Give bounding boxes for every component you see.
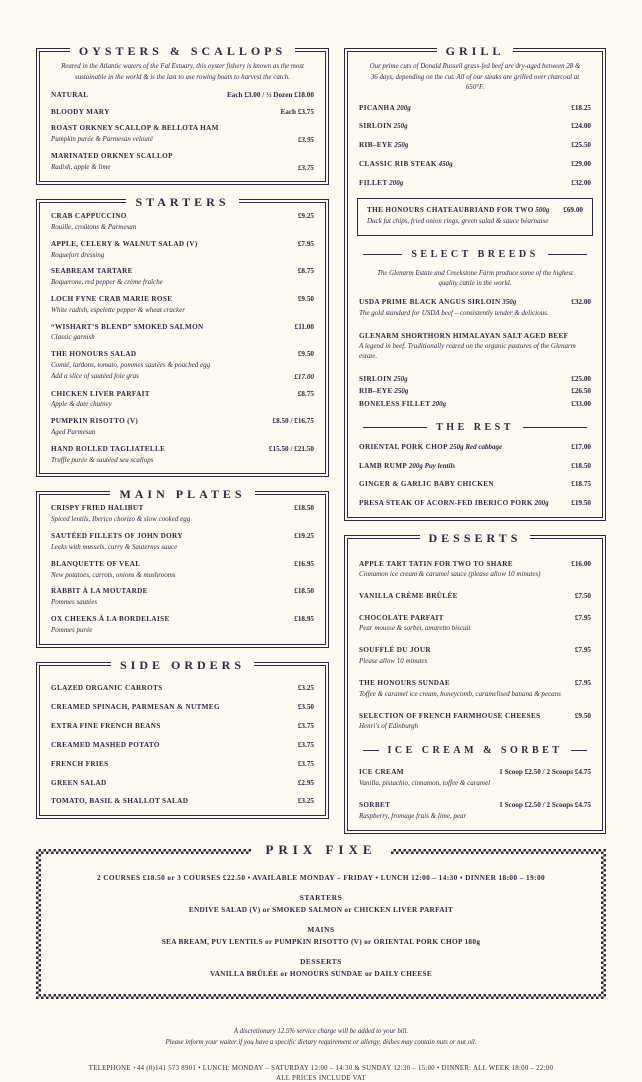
item-price: £15.50 / £21.50 [268, 444, 314, 453]
item-name: RABBIT À LA MOUTARDE [51, 587, 148, 596]
item-price: £7.95 [297, 239, 314, 248]
section-title-text: SIDE ORDERS [111, 658, 254, 672]
item-price: £25.50 [571, 141, 591, 150]
item-price: £7.95 [574, 613, 591, 622]
grill-body [345, 49, 605, 520]
item-name: BLANQUETTE OF VEAL [51, 559, 141, 568]
menu-item [51, 212, 314, 233]
item-name: “WISHART’S BLEND” SMOKED SALMON [51, 322, 204, 331]
menu-item [51, 350, 314, 382]
item-name: USDA PRIME BLACK ANGUS SIRLOIN 350g [359, 297, 517, 306]
item-name: SORBET [359, 800, 391, 809]
item-description: Please allow 10 minutes [359, 657, 428, 666]
item-weight: 200g [395, 103, 411, 112]
menu-item [51, 267, 314, 288]
menu-item [51, 760, 314, 769]
item-price: £9.50 [297, 294, 314, 303]
menu-item [51, 295, 314, 316]
item-price: £3.75 [297, 740, 314, 749]
section-title-grill [345, 42, 605, 60]
item-description: Pear mousse & sorbet, amaretto biscuit [359, 624, 471, 633]
item-description: Spiced lentils, Iberico chorizo & slow cooked egg [51, 515, 191, 524]
left-column [36, 40, 329, 819]
item-weight: 250g Red cabbage [447, 442, 503, 451]
item-name: APPLE, CELERY & WALNUT SALAD (V) [51, 239, 198, 248]
item-weight: 200g Puy lentils [407, 461, 456, 470]
item-price: £25.00 [571, 375, 591, 384]
subsection-title-ice-cream-sorbet [363, 745, 587, 756]
menu-item [51, 504, 314, 525]
the-rest-items [359, 443, 591, 509]
item-price: £3.50 [297, 703, 314, 712]
menu-item [359, 801, 591, 822]
item-name: LAMB RUMP 200g Puy lentils [359, 461, 456, 470]
item-price: £18.50 [294, 587, 314, 596]
side-orders-body [37, 663, 328, 818]
section-title-text: MAIN PLATES [110, 487, 254, 501]
menu-item [359, 332, 591, 362]
prix-fixe-title [36, 841, 606, 859]
course-options: SEA BREAM, PUY LENTILS or PUMPKIN RISOTTO (V) or ORIENTAL PORK CHOP 180g [161, 936, 481, 946]
item-name: RIB–EYE 250g [359, 141, 409, 150]
item-price: £19.25 [294, 532, 314, 541]
item-name: SOUFFLÉ DU JOUR [359, 646, 431, 655]
menu-footer [36, 1026, 606, 1082]
menu-item [51, 741, 314, 750]
course-label: DESSERTS [300, 956, 342, 966]
menu-item [359, 400, 591, 409]
section-title-main-plates [37, 485, 328, 503]
item-description: Apple & date chutney [51, 400, 112, 409]
item-price: £32.00 [571, 179, 591, 188]
menu-item [359, 179, 591, 188]
item-name: CREAMED MASHED POTATO [51, 740, 160, 749]
item-description: Cinnamon ice cream & caramel sauce (please allow 10 minutes) [359, 570, 541, 579]
menu-item [51, 390, 314, 411]
item-name: MARINATED ORKNEY SCALLOP [51, 152, 173, 161]
course-options: VANILLA BRÛLÉE or HONOURS SUNDAE or DAILY CHEESE [209, 968, 433, 978]
item-price: £29.00 [571, 160, 591, 169]
menu-item [51, 532, 314, 553]
item-name: SELECTION OF FRENCH FARMHOUSE CHEESES [359, 711, 541, 720]
item-name: SAUTÉED FILLETS OF JOHN DORY [51, 532, 183, 541]
item-price: £8.75 [297, 267, 314, 276]
item-name: GINGER & GARLIC BABY CHICKEN [359, 480, 494, 489]
grill-items [359, 104, 591, 236]
course-options: ENDIVE SALAD (V) or SMOKED SALMON or CHICKEN LIVER PARFAIT [188, 904, 454, 914]
item-description: Rouille, croûtons & Parmesan [51, 222, 137, 231]
item-description: Comté, lardons, tomato, pommes sautées & poached egg [51, 361, 211, 370]
ice-cream-items [359, 768, 591, 821]
menu-item [359, 122, 591, 131]
item-description: Truffle purée & sautéed sea scallops [51, 455, 154, 464]
item-price: £69.00 [563, 205, 583, 214]
menu-item [51, 124, 314, 145]
item-price: £17.00 [571, 442, 591, 451]
menu-item [357, 198, 593, 236]
item-name: NATURAL [51, 91, 89, 100]
menu-item [359, 443, 591, 452]
item-description: Leeks with mussels, curry & Sauternes sauce [51, 543, 178, 551]
item-weight: 250g [392, 141, 409, 150]
starters-items [51, 212, 314, 465]
section-oysters-scallops [36, 44, 329, 185]
menu-item [51, 417, 314, 438]
item-price: £3.75 [297, 721, 314, 730]
menu-item [359, 560, 591, 581]
item-description: A legend in beef. Traditionally reared on the organic pastures of the Glenarm estate. [359, 342, 576, 361]
menu-item [359, 104, 591, 113]
item-weight: 250g [391, 122, 408, 131]
item-name: SIRLOIN 250g [359, 375, 408, 384]
course-label: STARTERS [299, 892, 343, 902]
item-price: £2.95 [297, 778, 314, 787]
prix-fixe-summary: 2 COURSES £18.50 or 3 COURSES £22.50 • AVAILABLE MONDAY – FRIDAY • LUNCH 12:00 – 14:30 • DINNER 18:00 – 19:00 [96, 872, 546, 882]
menu-item [359, 462, 591, 471]
starters-body [37, 200, 328, 476]
item-description: Toffee & caramel ice cream, honeycomb, caramelised banana & pecans [359, 689, 561, 698]
item-price: £9.50 [574, 711, 591, 720]
menu-item [359, 375, 591, 384]
section-title-text: DESSERTS [420, 531, 531, 545]
item-price: £18.50 [294, 504, 314, 513]
item-weight: 350g [500, 297, 517, 306]
item-description: Pumpkin purée & Parmesan velouté £3.95 [51, 134, 314, 144]
item-name: LOCH FYNE CRAB MARIE ROSE [51, 294, 173, 303]
item-price: £17.00 [294, 373, 314, 382]
item-price: £33.00 [571, 399, 591, 408]
contact-and-hours: TELEPHONE +44 (0)141 573 8901 • LUNCH: MONDAY – SATURDAY 12:00 – 14:30 & SUNDAY 12:30 – 15:00 • DINNER: ALL WEEK 18:00 – 22:00 [88, 1064, 554, 1072]
subsection-title-text: SELECT BREEDS [411, 248, 539, 260]
menu-item [51, 615, 314, 636]
item-name: GLAZED ORGANIC CARROTS [51, 684, 163, 693]
item-description: New potatoes, carrots, onions & mushrooms [51, 570, 176, 579]
section-title-oysters [37, 42, 328, 60]
prix-fixe-content [41, 854, 601, 994]
item-name: EXTRA FINE FRENCH BEANS [51, 721, 161, 730]
section-title-desserts [345, 529, 605, 547]
item-price: £19.50 [571, 499, 591, 508]
menu-item [359, 768, 591, 789]
item-price: £18.25 [571, 103, 591, 112]
menu-item [51, 684, 314, 693]
menu-item [51, 722, 314, 731]
item-description: White radish, espelette pepper & wheat cracker [51, 305, 185, 314]
item-price: £9.25 [297, 212, 314, 220]
item-description: Pommes sautées [51, 598, 98, 607]
menu-item [359, 499, 591, 508]
section-title-starters [37, 193, 328, 211]
item-description: Henri's of Edinburgh [359, 722, 419, 731]
item-weight: 500g [533, 205, 550, 214]
section-prix-fixe [36, 841, 606, 999]
item-weight: 450g [436, 160, 453, 169]
item-price: £11.00 [294, 322, 314, 331]
item-name: SEABREAM TARTARE [51, 267, 133, 276]
menu-item [51, 323, 314, 344]
item-weight: 250g [392, 387, 409, 396]
menu-item [359, 387, 591, 396]
section-side-orders [36, 657, 329, 819]
item-description: The gold standard for USDA beef – consistently tender & delicious. [359, 308, 549, 317]
item-description: Boquerone, red pepper & crème fraîche [51, 278, 163, 287]
item-name: THE HONOURS SALAD [51, 350, 137, 359]
item-price: £3.75 [297, 759, 314, 768]
menu-item [51, 703, 314, 712]
menu-item [359, 592, 591, 601]
item-name: PRESA STEAK OF ACORN-FED IBERICO PORK 200g [359, 499, 549, 508]
item-name: THE HONOURS CHATEAUBRIAND FOR TWO 500g [367, 205, 550, 214]
prix-fixe-title-text: PRIX FIXE [251, 842, 390, 858]
item-name: ICE CREAM [359, 768, 404, 777]
prix-fixe-checkered-border [36, 849, 606, 999]
item-price: 1 Scoop £2.50 / 2 Scoops £4.75 [499, 800, 591, 809]
vat-note: ALL PRICES INCLUDE VAT [276, 1074, 366, 1082]
item-name: GLENARM SHORTHORN HIMALAYAN SALT AGED BEEF [359, 331, 569, 340]
section-title-text: OYSTERS & SCALLOPS [70, 44, 295, 58]
menu-item [51, 779, 314, 788]
item-price: £7.95 [574, 646, 591, 655]
item-price: £3.25 [297, 684, 314, 693]
section-grill [344, 44, 606, 521]
item-name: PICANHA 200g [359, 103, 411, 112]
subsection-title-text: THE REST [436, 422, 514, 434]
item-name: PUMPKIN RISOTTO (V) [51, 417, 139, 426]
subsection-title-the-rest [363, 422, 587, 433]
item-name: VANILLA CRÈME BRÛLÉE [359, 592, 458, 601]
item-price: £16.00 [571, 559, 591, 568]
item-price: £26.50 [571, 387, 591, 396]
item-name: ORIENTAL PORK CHOP 250g Red cabbage [359, 442, 503, 451]
select-breeds-items [359, 298, 591, 409]
item-price: £8.75 [297, 389, 314, 398]
item-name: CHICKEN LIVER PARFAIT [51, 389, 150, 398]
item-description: Duck fat chips, fried onion rings, green salad & sauce béarnaise [367, 216, 549, 225]
item-price: Each £3.75 [280, 107, 314, 116]
item-price: £7.50 [574, 592, 591, 601]
item-description: Pommes purée [51, 625, 93, 634]
menu-item [359, 646, 591, 667]
oysters-intro: Reared in the Atlantic waters of the Fal Estuary, this oyster fishery is known as the most sustainable in the world & is the last to use rowing boats to harvest the catch. [61, 63, 304, 81]
item-weight: 250g [391, 375, 408, 384]
menu-item [51, 560, 314, 581]
item-name: ROAST ORKNEY SCALLOP & BELLOTA HAM [51, 124, 219, 133]
item-name: CLASSIC RIB STEAK 450g [359, 160, 453, 169]
item-name: TOMATO, BASIL & SHALLOT SALAD [51, 797, 189, 806]
prix-fixe-course-starters [63, 893, 579, 914]
item-price: £7.95 [574, 678, 591, 687]
item-name: RIB–EYE 250g [359, 387, 409, 396]
main-plates-items [51, 504, 314, 635]
section-title-text: STARTERS [126, 195, 238, 209]
right-column [344, 40, 606, 834]
menu-item [359, 679, 591, 700]
item-price: £18.75 [571, 480, 591, 489]
menu-item [359, 480, 591, 489]
menu-item [51, 152, 314, 173]
item-name: HAND ROLLED TAGLIATELLE [51, 444, 166, 453]
item-name: GREEN SALAD [51, 778, 107, 787]
section-title-text: GRILL [437, 44, 514, 58]
menu-item [359, 141, 591, 150]
item-name: CRAB CAPPUCCINO [51, 212, 127, 220]
item-description: Raspberry, fromage frais & lime, pear [359, 811, 467, 820]
item-description: Radish, apple & lime £3.75 [51, 162, 314, 172]
item-weight: 200g [532, 499, 549, 508]
item-price: 1 Scoop £2.50 / 2 Scoops £4.75 [499, 768, 591, 777]
menu-item [51, 445, 314, 466]
menu-item [359, 160, 591, 169]
item-price: £3.75 [297, 163, 314, 172]
item-description: Aged Parmesan [51, 428, 96, 437]
item-name: FILLET 200g [359, 179, 404, 188]
item-description: Classic garnish [51, 333, 95, 342]
item-price: £18.50 [571, 461, 591, 470]
item-price: Each £3.00 / ½ Dozen £18.00 [226, 91, 314, 100]
item-name: CRISPY FRIED HALIBUT [51, 504, 144, 513]
grill-intro: Our prime cuts of Donald Russell grass-fed beef are dry-aged between 28 & 36 days, depending on the cut. All of our steaks are grilled over charcoal at 650°F. [369, 63, 581, 92]
menu-item [51, 91, 314, 100]
select-breeds-intro: The Glenarm Estate and Creekstone Farm produce some of the highest quality cattle in the world. [377, 269, 573, 288]
item-price: £8.50 / £16.75 [272, 417, 314, 426]
menu-item [51, 108, 314, 117]
subsection-title-select-breeds [363, 249, 587, 260]
item-name: OX CHEEKS À LA BORDELAISE [51, 615, 170, 624]
subsection-title-text: ICE CREAM & SORBET [387, 745, 563, 757]
menu-columns [36, 40, 606, 834]
item-weight: 200g [430, 399, 447, 408]
prix-fixe-course-desserts [63, 957, 579, 978]
item-price: £16.95 [294, 559, 314, 568]
item-description: Roquefort dressing [51, 250, 105, 259]
item-price: £24.00 [571, 122, 591, 131]
item-name: FRENCH FRIES [51, 759, 109, 768]
oysters-items [51, 91, 314, 173]
item-name: THE HONOURS SUNDAE [359, 678, 450, 687]
item-price: £18.95 [294, 615, 314, 624]
menu-item [359, 614, 591, 635]
menu-item [51, 587, 314, 608]
desserts-items [359, 560, 591, 733]
allergy-note: Please inform your waiter if you have a specific dietary requirement or allergy, dishes may contain nuts or nut oil. [165, 1039, 477, 1047]
item-name: CREAMED SPINACH, PARMESAN & NUTMEG [51, 703, 220, 712]
menu-item [359, 298, 591, 319]
main-plates-body [37, 492, 328, 646]
section-starters [36, 195, 329, 477]
menu-item [359, 712, 591, 733]
section-title-side-orders [37, 656, 328, 674]
item-name: APPLE TART TATIN FOR TWO TO SHARE [359, 559, 513, 568]
item-weight: 200g [387, 179, 404, 188]
service-charge-note: A discretionary 12.5% service charge will be added to your bill. [233, 1027, 409, 1035]
item-name: BONELESS FILLET 200g [359, 399, 447, 408]
section-main-plates [36, 487, 329, 647]
item-name: BLOODY MARY [51, 107, 110, 116]
item-name: SIRLOIN 250g [359, 122, 408, 131]
side-orders-items [51, 684, 314, 807]
item-description: Add a slice of sautéed foie gras £17.00 [51, 372, 314, 382]
menu-item [51, 240, 314, 261]
desserts-body [345, 536, 605, 833]
prix-fixe-course-mains [63, 925, 579, 946]
item-description: Vanilla, pistachio, cinnamon, toffee & caramel [359, 779, 491, 788]
item-price: £9.50 [297, 350, 314, 359]
item-price: £3.25 [297, 797, 314, 806]
section-desserts [344, 530, 606, 834]
menu-item [51, 797, 314, 806]
oysters-body [37, 49, 328, 184]
item-price: £3.95 [297, 135, 314, 144]
item-price: £32.00 [571, 297, 591, 306]
item-name: CHOCOLATE PARFAIT [359, 613, 444, 622]
course-label: MAINS [307, 924, 335, 934]
